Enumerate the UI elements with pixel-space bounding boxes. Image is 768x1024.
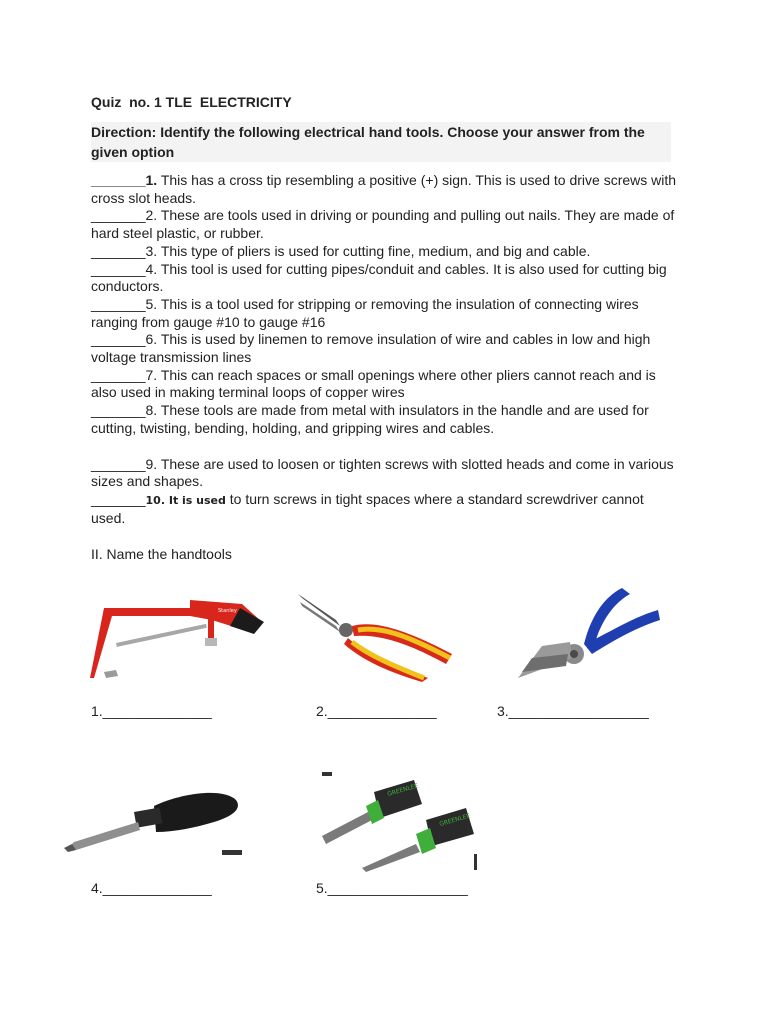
question-list xyxy=(91,172,681,527)
brand-logo-2: GREENLEE xyxy=(438,812,472,828)
answer-blank-2[interactable]: 2.______________ xyxy=(316,703,437,719)
hacksaw-image xyxy=(90,586,266,682)
answer-blank-3[interactable]: 3.__________________ xyxy=(497,703,649,719)
question-item: _______10. It is used to turn screws in tight spaces where a standard screwdriver cannot used. xyxy=(91,490,644,526)
spacer xyxy=(91,438,681,456)
question-item: _______8. These tools are made from metal with insulators in the handle and are used for cutting, twisting, bending, holding, and gripping wires and cables. xyxy=(91,402,649,436)
brand-logo-1: GREENLEE xyxy=(386,782,420,798)
svg-text:Stanley: Stanley xyxy=(218,608,237,614)
question-item: _______9. These are used to loosen or tighten screws with slotted heads and come in various sizes and shapes. xyxy=(91,455,674,490)
answer-blank-4[interactable]: 4.______________ xyxy=(91,880,212,896)
diagonal-cutting-pliers-image xyxy=(512,584,662,680)
question-item: _______3. This type of pliers is used for cutting fine, medium, and big and cable. xyxy=(91,242,591,259)
question-item: _______2. These are tools used in driving or pounding and pulling out nails. They are made of hard steel plastic, or rubber. xyxy=(91,207,675,242)
question-item: _______6. This is used by linemen to remove insulation of wire and cables in low and high voltage transmission lines xyxy=(91,331,651,366)
quiz-title: Quiz no. 1 TLE ELECTRICITY xyxy=(91,94,292,110)
stubby-screwdrivers-image xyxy=(318,770,480,872)
answer-blank-1[interactable]: 1.______________ xyxy=(91,703,212,719)
section2-heading: II. Name the handtools xyxy=(91,546,232,562)
question-item: _______7. This can reach spaces or small openings where other pliers cannot reach and is also used in making terminal loops of copper wires xyxy=(91,366,656,401)
long-nose-pliers-image xyxy=(296,590,454,682)
question-item: _______1. This has a cross tip resembling a positive (+) sign. This is used to drive screws with cross slot heads. xyxy=(91,172,677,206)
ratchet-screwdriver-image xyxy=(64,784,244,860)
question-item: _______5. This is a tool used for stripping or removing the insulation of connecting wires ranging from gauge #10 to gauge #16 xyxy=(91,295,639,330)
direction-text: Direction: Identify the following electrical hand tools. Choose your answer from the given option xyxy=(91,122,671,162)
answer-blank-5[interactable]: 5.__________________ xyxy=(316,880,468,896)
question-item: _______4. This tool is used for cutting pipes/conduit and cables. It is also used for cutting big conductors. xyxy=(91,260,667,295)
